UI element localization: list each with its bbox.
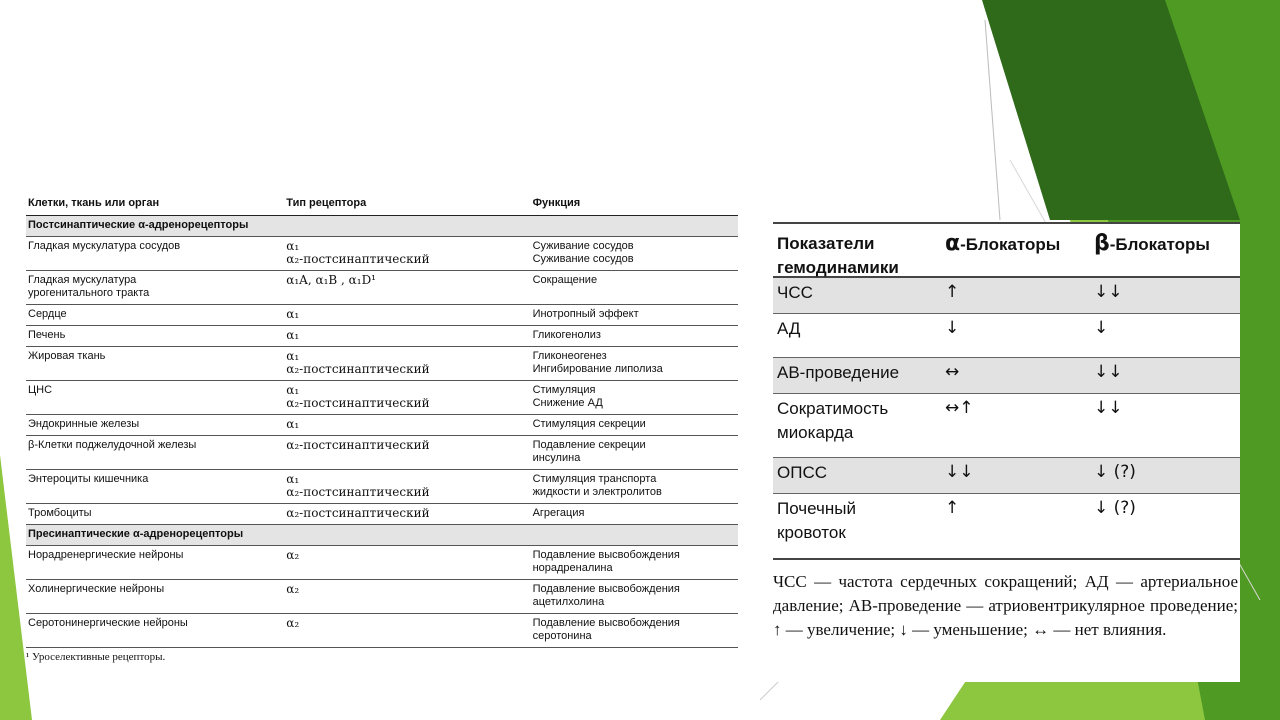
organ-line: Серотонинергические нейроны — [28, 617, 188, 629]
cell-receptor-type — [286, 274, 532, 300]
function-line: Инотропный эффект — [532, 308, 639, 320]
table-row — [773, 458, 1240, 494]
table-row — [26, 470, 738, 504]
cell-indicator — [773, 314, 945, 357]
cell-function — [533, 617, 738, 643]
indicator-line: миокарда — [777, 423, 854, 442]
cell-alpha-effect: ↑ — [945, 282, 960, 302]
receptor-line: α₂-постсинаптический — [286, 252, 430, 266]
abbreviations-note: ЧСС — частота сердечных сокращений; АД — артериальное давление; АВ-проведение — атриовентрикулярное проведение; ↑ — увеличение; ↓ — уменьшение; ↔ — нет влияния. — [773, 572, 1238, 639]
section-postsynaptic: Постсинаптические α-адренорецепторы — [26, 216, 738, 237]
receptor-line: α₁ — [286, 328, 300, 342]
receptor-line: α₁ — [286, 417, 300, 431]
section-presynaptic: Пресинаптические α-адренорецепторы — [26, 525, 738, 546]
postsynaptic-rows — [26, 237, 738, 525]
cell-beta-effect: ↓↓ — [1094, 282, 1123, 302]
indicator-line: ОПСС — [777, 463, 827, 482]
cell-receptor-type — [286, 384, 532, 410]
indicator-line: АД — [777, 319, 801, 338]
function-line: Снижение АД — [532, 397, 603, 409]
table-row — [26, 271, 738, 305]
receptor-line: α₁A, α₁B , α₁D¹ — [286, 273, 376, 287]
table-row — [26, 546, 738, 580]
receptor-line: α₂-постсинаптический — [286, 362, 430, 376]
table-row — [26, 436, 738, 470]
function-line: Гликогенолиз — [532, 329, 601, 341]
cell-beta-effect: ↓↓ — [1094, 398, 1123, 418]
table-header — [26, 193, 738, 216]
organ-line: β-Клетки поджелудочной железы — [28, 439, 197, 451]
hemodynamics-rows — [773, 278, 1240, 560]
header-indicators — [773, 232, 945, 280]
cell-function — [533, 473, 738, 499]
alpha-symbol: α — [945, 231, 961, 256]
cell-function — [533, 240, 738, 266]
cell-organ — [28, 583, 286, 609]
cell-beta-effect: ↓ (?) — [1094, 498, 1136, 518]
beta-blockers-label: -Блокаторы — [1109, 235, 1210, 254]
table-row — [26, 326, 738, 347]
receptor-line: α₂ — [286, 616, 300, 630]
function-line: Агрегация — [532, 507, 585, 519]
cell-organ — [28, 507, 286, 520]
cell-alpha-effect: ↔ — [945, 362, 960, 382]
function-line: ацетилхолина — [532, 596, 605, 608]
cell-receptor-type — [286, 418, 532, 431]
beta-symbol: β — [1094, 231, 1110, 256]
indicator-line: АВ-проведение — [777, 363, 900, 382]
receptor-line: α₂-постсинаптический — [286, 485, 430, 499]
organ-line: Энтероциты кишечника — [28, 473, 149, 485]
cell-beta-effect: ↓ — [1094, 318, 1109, 338]
function-line: норадреналина — [532, 562, 613, 574]
cell-alpha-effect: ↓ — [945, 318, 960, 338]
cell-alpha-effect: ↓↓ — [945, 462, 974, 482]
cell-organ — [28, 439, 286, 465]
table-footnote: ¹ Уроселективные рецепторы. — [26, 651, 166, 663]
cell-function — [533, 308, 738, 321]
cell-organ — [28, 473, 286, 499]
cell-function — [533, 350, 738, 376]
indicator-line: Почечный — [777, 499, 857, 518]
table-row — [773, 394, 1240, 458]
alpha-receptor-table — [26, 193, 738, 664]
cell-organ — [28, 549, 286, 575]
receptor-line: α₂ — [286, 582, 300, 596]
table-row — [26, 580, 738, 614]
cell-indicator — [773, 394, 945, 457]
cell-beta-effect: ↓ (?) — [1094, 462, 1136, 482]
receptor-line: α₁ — [286, 383, 300, 397]
function-line: Гликонеогенез — [532, 350, 607, 362]
cell-indicator — [773, 358, 945, 393]
organ-line: Гладкая мускулатура сосудов — [28, 240, 181, 252]
table-row — [773, 494, 1240, 558]
function-line: Подавление высвобождения — [532, 583, 680, 595]
cell-organ — [28, 384, 286, 410]
function-line: Стимуляция транспорта — [532, 473, 657, 485]
cell-function — [533, 274, 738, 300]
organ-line: ЦНС — [28, 384, 53, 396]
table-row — [773, 358, 1240, 394]
table-row — [26, 347, 738, 381]
receptor-line: α₁ — [286, 472, 300, 486]
cell-indicator — [773, 494, 945, 558]
function-line: Ингибирование липолиза — [532, 363, 663, 375]
function-line: Стимуляция — [532, 384, 596, 396]
cell-beta-effect: ↓↓ — [1094, 362, 1123, 382]
organ-line: Эндокринные железы — [28, 418, 140, 430]
cell-receptor-type — [286, 308, 532, 321]
table-row — [26, 305, 738, 326]
organ-line: Тромбоциты — [28, 507, 92, 519]
organ-line: Печень — [28, 329, 66, 341]
alpha-blockers-label: -Блокаторы — [960, 235, 1061, 254]
organ-line: Холинергические нейроны — [28, 583, 165, 595]
header-indicators-line2: гемодинамики — [777, 258, 899, 277]
receptor-line: α₁ — [286, 307, 300, 321]
cell-function — [533, 439, 738, 465]
receptor-line: α₂-постсинаптический — [286, 396, 430, 410]
cell-organ — [28, 329, 286, 342]
indicator-line: кровоток — [777, 523, 846, 542]
cell-organ — [28, 350, 286, 376]
cell-alpha-effect: ↔↑ — [945, 398, 974, 418]
header-alpha-blockers — [945, 232, 1094, 257]
cell-alpha-effect: ↑ — [945, 498, 960, 518]
function-line: инсулина — [532, 452, 581, 464]
receptor-line: α₂ — [286, 548, 300, 562]
organ-line: Жировая ткань — [28, 350, 106, 362]
organ-line: Норадренергические нейроны — [28, 549, 184, 561]
hemodynamics-table — [773, 222, 1240, 682]
cell-function — [533, 549, 738, 575]
table-row — [26, 614, 738, 648]
receptor-line: α₁ — [286, 239, 300, 253]
cell-organ — [28, 274, 286, 300]
receptor-line: α₂-постсинаптический — [286, 506, 430, 520]
cell-receptor-type — [286, 439, 532, 465]
cell-organ — [28, 418, 286, 431]
function-line: Подавление секреции — [532, 439, 646, 451]
function-line: серотонина — [532, 630, 592, 642]
organ-line: урогенитального тракта — [28, 287, 150, 299]
header-function: Функция — [532, 197, 581, 209]
cell-organ — [28, 617, 286, 643]
header-beta-blockers — [1094, 232, 1240, 257]
header-organ: Клетки, ткань или орган — [28, 197, 160, 209]
cell-function — [533, 507, 738, 520]
table-row — [26, 415, 738, 436]
cell-receptor-type — [286, 350, 532, 376]
function-line: Суживание сосудов — [532, 253, 634, 265]
hemodynamics-header — [773, 222, 1240, 278]
cell-receptor-type — [286, 329, 532, 342]
function-line: Подавление высвобождения — [532, 617, 680, 629]
cell-receptor-type — [286, 583, 532, 609]
indicator-line: ЧСС — [777, 283, 813, 302]
cell-receptor-type — [286, 507, 532, 520]
function-line: Стимуляция секреции — [532, 418, 646, 430]
cell-indicator — [773, 458, 945, 493]
header-indicators-line1: Показатели — [777, 234, 875, 253]
cell-organ — [28, 240, 286, 266]
header-receptor-type: Тип рецептора — [286, 197, 367, 209]
organ-line: Гладкая мускулатура — [28, 274, 137, 286]
organ-line: Сердце — [28, 308, 67, 320]
table-row — [26, 381, 738, 415]
cell-receptor-type — [286, 240, 532, 266]
cell-function — [533, 583, 738, 609]
function-line: Сокращение — [532, 274, 598, 286]
indicator-line: Сократимость — [777, 399, 889, 418]
cell-organ — [28, 308, 286, 321]
cell-function — [533, 384, 738, 410]
table-row — [26, 237, 738, 271]
function-line: Подавление высвобождения — [532, 549, 680, 561]
table-row — [773, 278, 1240, 314]
cell-indicator — [773, 278, 945, 313]
cell-function — [533, 329, 738, 342]
table-row — [26, 504, 738, 525]
table-row — [773, 314, 1240, 358]
function-line: Суживание сосудов — [532, 240, 634, 252]
function-line: жидкости и электролитов — [532, 486, 662, 498]
cell-receptor-type — [286, 473, 532, 499]
presynaptic-rows — [26, 546, 738, 648]
receptor-line: α₁ — [286, 349, 300, 363]
cell-function — [533, 418, 738, 431]
cell-receptor-type — [286, 549, 532, 575]
receptor-line: α₂-постсинаптический — [286, 438, 430, 452]
cell-receptor-type — [286, 617, 532, 643]
